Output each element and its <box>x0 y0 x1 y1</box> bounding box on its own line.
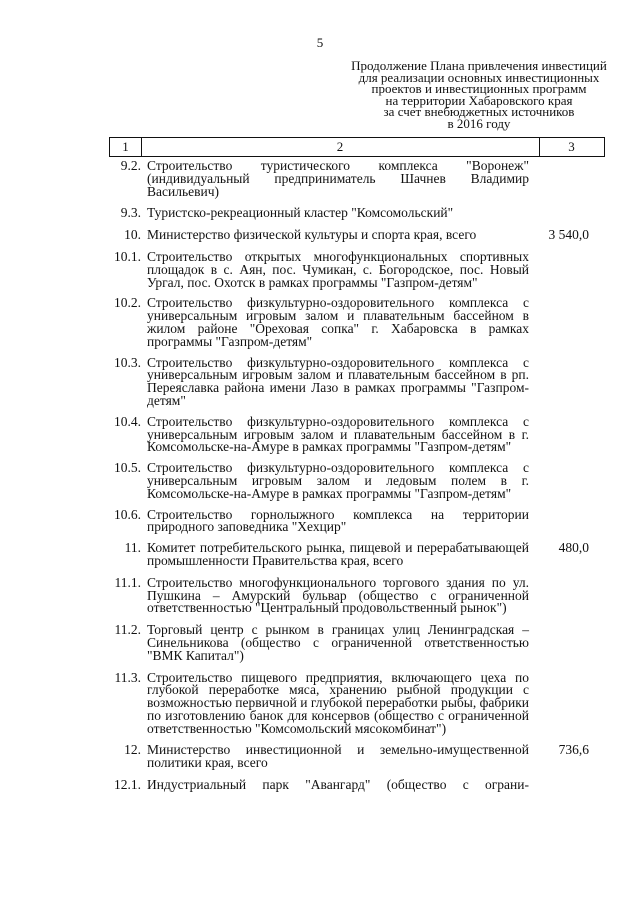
column-number-1: 1 <box>110 138 142 156</box>
row-amount <box>529 577 605 615</box>
table-row <box>109 574 605 616</box>
header-line: в 2016 году <box>447 115 511 131</box>
row-amount: 736,6 <box>558 742 589 758</box>
row-text: Туристско-рекреационный кластер "Комсомольский" <box>147 205 454 221</box>
row-number: 10.2. <box>114 295 141 311</box>
row-amount <box>529 251 605 289</box>
document-header <box>335 60 623 130</box>
table-body <box>109 160 605 800</box>
table-row <box>109 462 605 500</box>
row-number: 10.6. <box>114 506 141 522</box>
header-line: проектов и инвестиционных программ <box>371 81 587 97</box>
row-text: Строительство открытых многофункциональных спортивных площадок в с. Аян, пос. Чумикан, с. Богородское, пос. Новый Ургал, пос. Охотск в рамках программы "Газпром-детям" <box>147 248 529 290</box>
row-number: 12. <box>124 742 141 758</box>
row-number: 11.1. <box>114 574 141 590</box>
row-text: Строительство физкультурно-оздоровительного комплекса с универсальным игровым залом и плавательным бассейном в жилом районе "Ореховая сопка" г. Хабаровска в рамках программы "Газпром-детям" <box>147 295 529 349</box>
row-number: 10. <box>124 227 141 243</box>
header-line: для реализации основных инвестиционных <box>358 69 600 85</box>
row-amount <box>529 779 605 792</box>
table-row <box>109 542 605 568</box>
row-text: Строительство многофункционального торгового здания по ул. Пушкина – Амурский бульвар (общество с ограниченной ответственностью "Центральный продовольственный рынок") <box>147 574 529 616</box>
table-row <box>109 413 605 455</box>
row-text: Строительство физкультурно-оздоровительного комплекса с универсальным игровым залом и плавательным бассейном в г. Комсомольске-на-Амуре в рамках программы "Газпром-детям" <box>147 413 529 455</box>
table-row <box>109 354 605 408</box>
row-amount <box>529 462 605 500</box>
row-amount <box>529 160 605 198</box>
header-line: Продолжение Плана привлечения инвестиций <box>351 58 607 73</box>
row-amount: 480,0 <box>558 540 589 556</box>
row-amount <box>529 624 605 662</box>
row-text: Индустриальный парк "Авангард" (общество с ограни- <box>147 777 529 793</box>
row-number: 10.5. <box>114 460 141 476</box>
row-amount: 3 540,0 <box>548 227 589 243</box>
table-row <box>109 297 605 348</box>
row-number: 12.1. <box>114 777 141 793</box>
row-number: 11.3. <box>114 669 141 685</box>
row-text: Министерство инвестиционной и земельно-имущественной политики края, всего <box>147 742 529 771</box>
row-text: Строительство горнолыжного комплекса на территории природного заповедника "Хехцир" <box>147 506 529 535</box>
row-number: 10.3. <box>114 354 141 370</box>
row-text: Строительство физкультурно-оздоровительного комплекса с универсальным игровым залом и ледовым полем в г. Комсомольске-на-Амуре в рамках программы "Газпром-детям" <box>147 460 529 501</box>
row-amount <box>529 509 605 535</box>
table-row <box>109 669 605 736</box>
row-text: Министерство физической культуры и спорта края, всего <box>147 227 477 243</box>
row-text: Комитет потребительского рынка, пищевой и перерабатывающей промышленности Правительства края, всего <box>147 540 529 568</box>
table-row <box>109 207 605 220</box>
column-number-2: 2 <box>141 138 540 156</box>
table-row <box>109 248 605 290</box>
row-number: 11.2. <box>114 622 141 638</box>
header-line: за счет внебюджетных источников <box>383 104 575 120</box>
column-number-3: 3 <box>568 139 575 154</box>
table-row <box>109 779 605 792</box>
page-number: 5 <box>316 35 324 50</box>
table-column-header <box>109 137 605 157</box>
table-row <box>109 229 605 242</box>
table-row <box>109 624 605 662</box>
row-number: 9.3. <box>120 205 141 221</box>
row-number: 11. <box>124 540 141 556</box>
row-amount <box>529 357 605 408</box>
row-amount <box>529 672 605 736</box>
row-amount <box>529 416 605 454</box>
row-number: 10.4. <box>114 413 141 429</box>
row-text: Торговый центр с рынком в границах улиц Ленинградская – Синельникова (общество с ограниченной ответственностью "ВМК Капитал") <box>147 622 529 663</box>
header-line: на территории Хабаровского края <box>385 92 573 108</box>
row-text: Строительство пищевого предприятия, включающего цеха по глубокой переработке мяса, хранению рыбной продукции с возможностью первичной и глубокой переработки рыбы, фабрики по изготовлению банок для консервов (общество с ограниченной ответственностью "Комсомольский мясокомбинат") <box>147 669 529 736</box>
row-number: 9.2. <box>120 158 141 173</box>
table-row <box>109 506 605 535</box>
row-amount <box>529 297 605 348</box>
row-number: 10.1. <box>114 248 141 264</box>
row-text: Строительство физкультурно-оздоровительного комплекса с универсальным игровым залом и плавательным бассейном в рп. Переяславка района имени Лазо в рамках программы "Газпром-детям" <box>147 354 529 408</box>
row-amount <box>529 207 605 220</box>
table-row <box>109 744 605 770</box>
row-text: Строительство туристического комплекса "Воронеж" (индивидуальный предприниматель Шачнев Владимир Васильевич) <box>147 158 529 199</box>
table-row <box>109 160 605 198</box>
